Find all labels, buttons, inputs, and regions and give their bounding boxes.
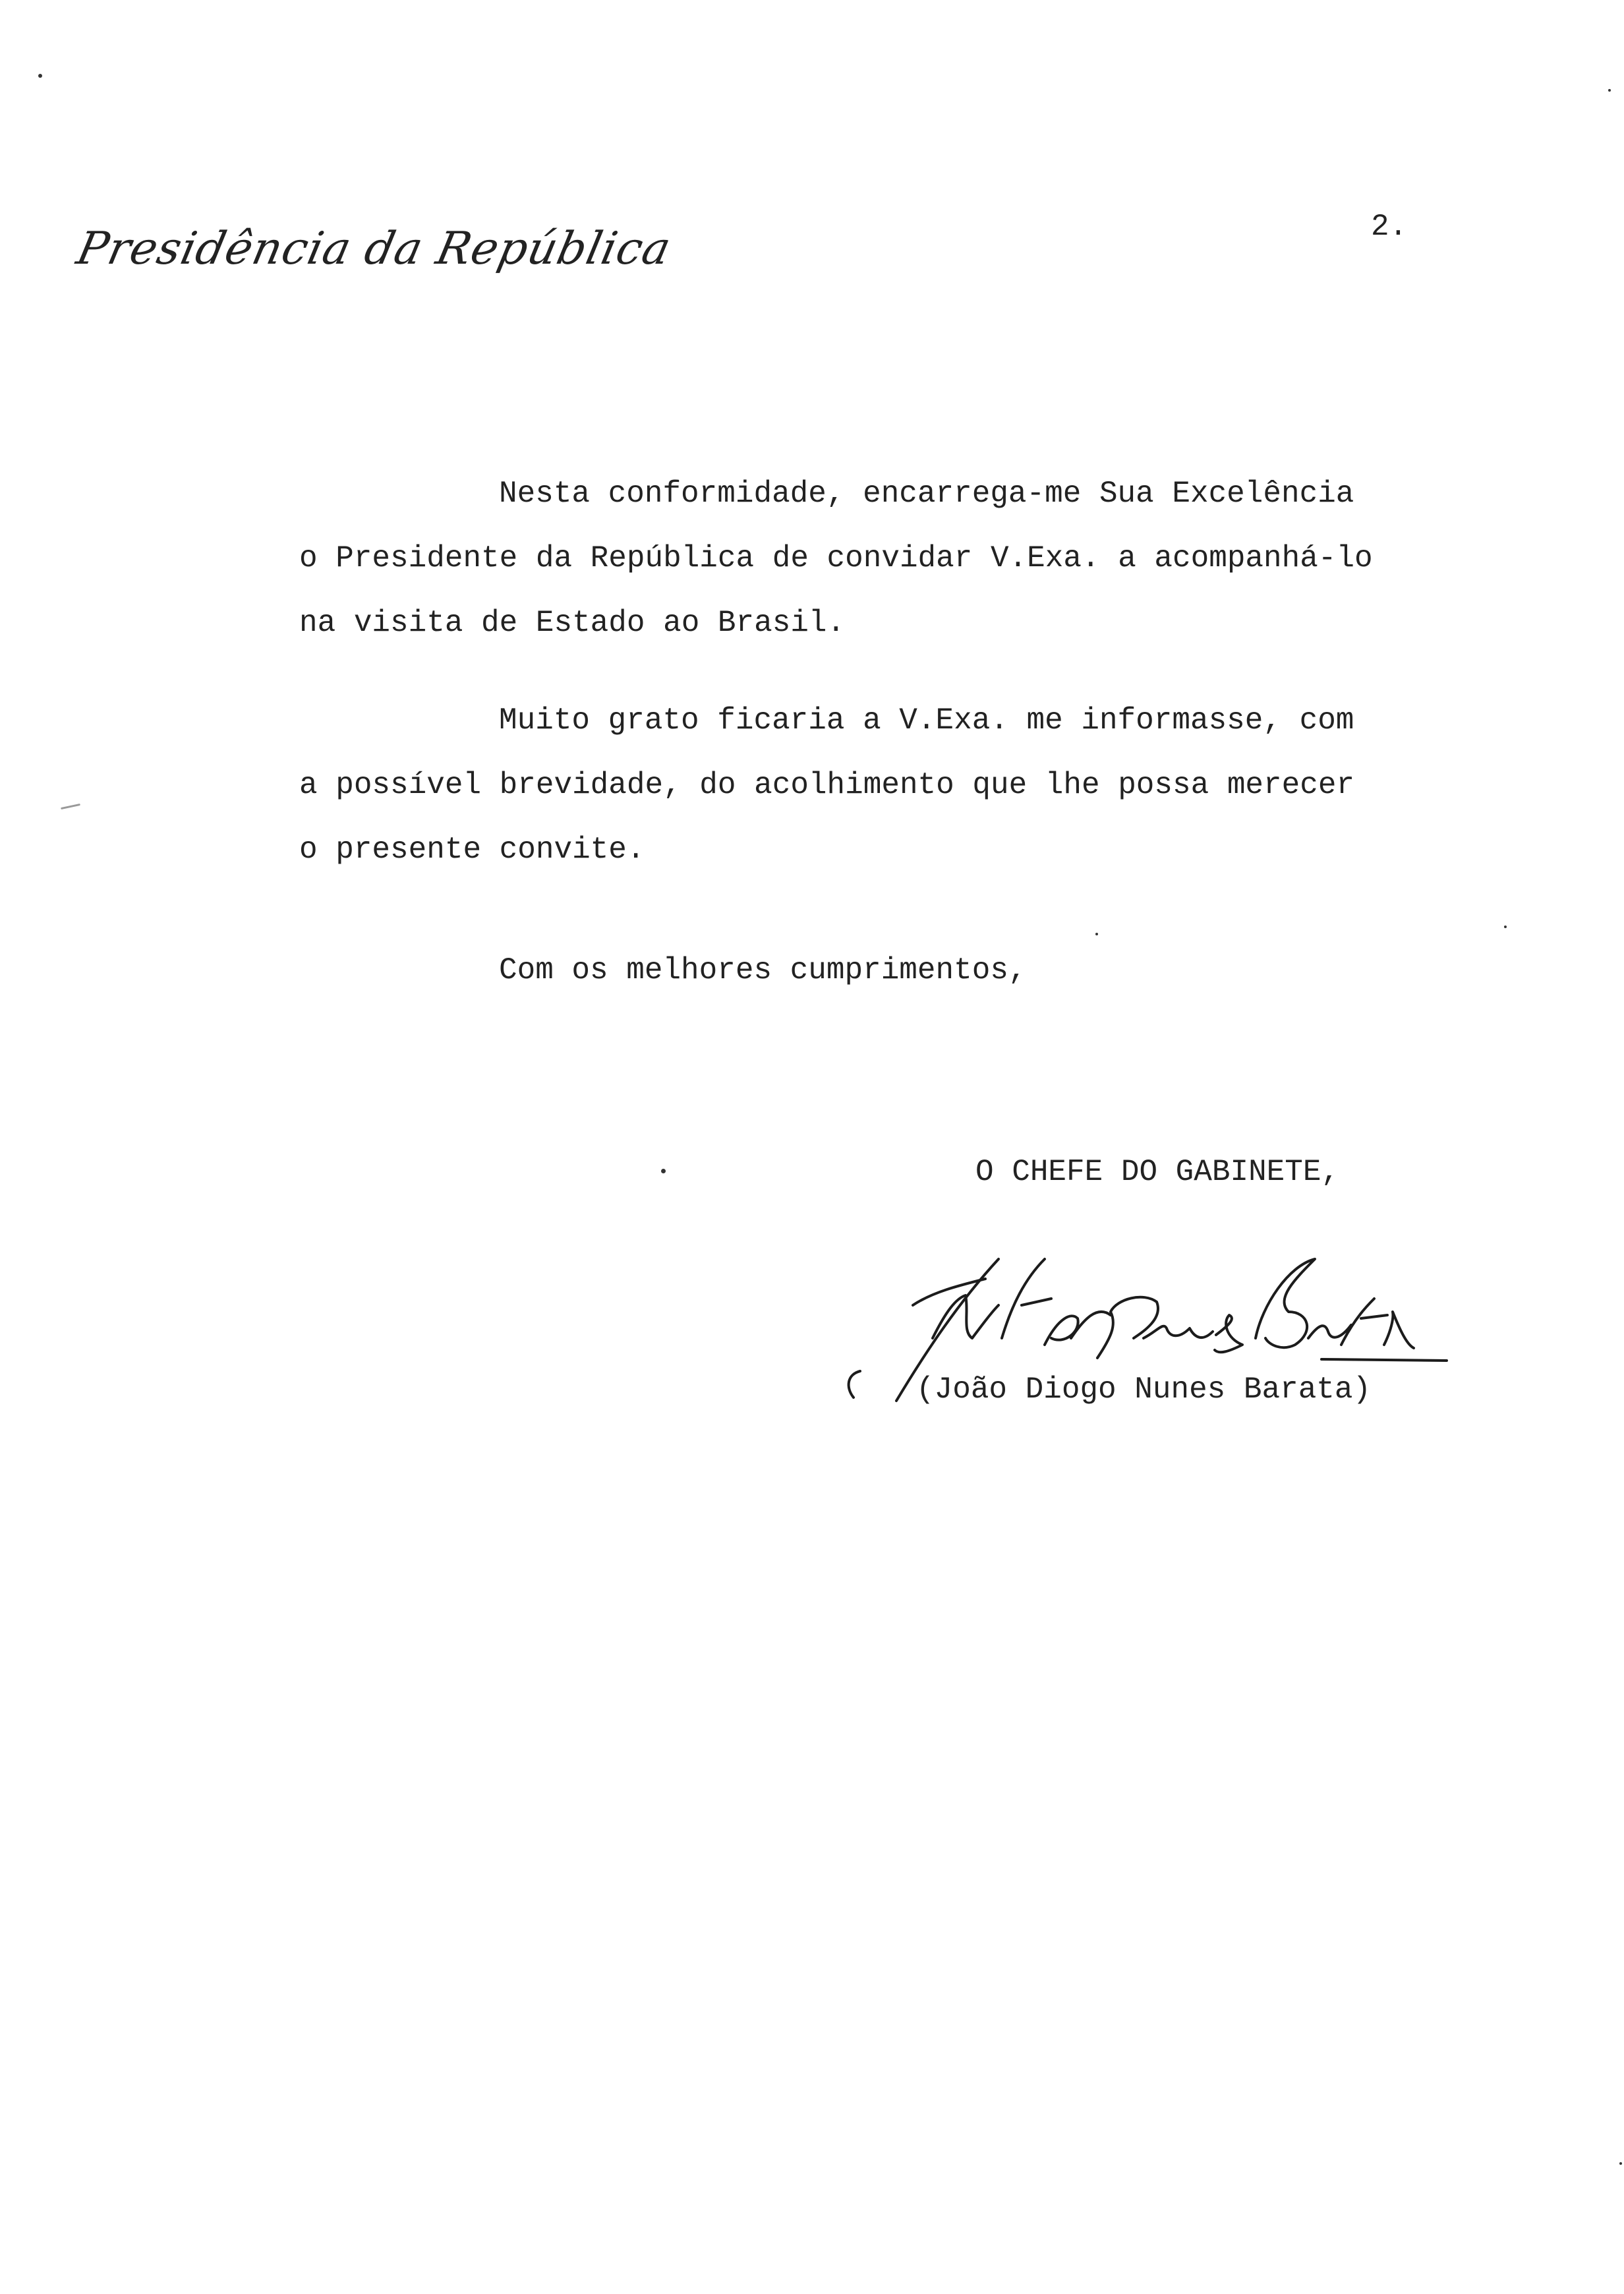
scan-speck bbox=[38, 74, 42, 78]
paragraph-line: na visita de Estado ao Brasil. bbox=[299, 606, 846, 640]
scan-speck bbox=[1619, 2162, 1622, 2165]
scan-speck bbox=[61, 804, 80, 809]
scan-speck bbox=[1504, 926, 1507, 928]
page-number: 2. bbox=[1371, 210, 1408, 244]
paragraph-line: a possível brevidade, do acolhimento que lhe possa merecer bbox=[299, 768, 1355, 802]
scan-speck bbox=[661, 1169, 666, 1173]
scan-speck bbox=[1095, 933, 1098, 935]
letterhead: Presidência da República bbox=[72, 223, 676, 275]
closing-salutation: Com os melhores cumprimentos, bbox=[499, 953, 1027, 987]
signatory-name: (João Diogo Nunes Barata) bbox=[916, 1372, 1372, 1407]
paragraph-line: o Presidente da República de convidar V.Exa. a acompanhá-lo bbox=[299, 541, 1373, 575]
scan-speck bbox=[1608, 89, 1611, 92]
paragraph-line: o presente convite. bbox=[299, 833, 645, 867]
paragraph-1 bbox=[299, 461, 1486, 655]
signatory-title: O CHEFE DO GABINETE, bbox=[975, 1155, 1340, 1189]
paragraph-line: Nesta conformidade, encarrega-me Sua Excelência bbox=[499, 477, 1354, 511]
paragraph-2 bbox=[299, 688, 1486, 882]
paragraph-line: Muito grato ficaria a V.Exa. me informasse, com bbox=[499, 703, 1354, 738]
